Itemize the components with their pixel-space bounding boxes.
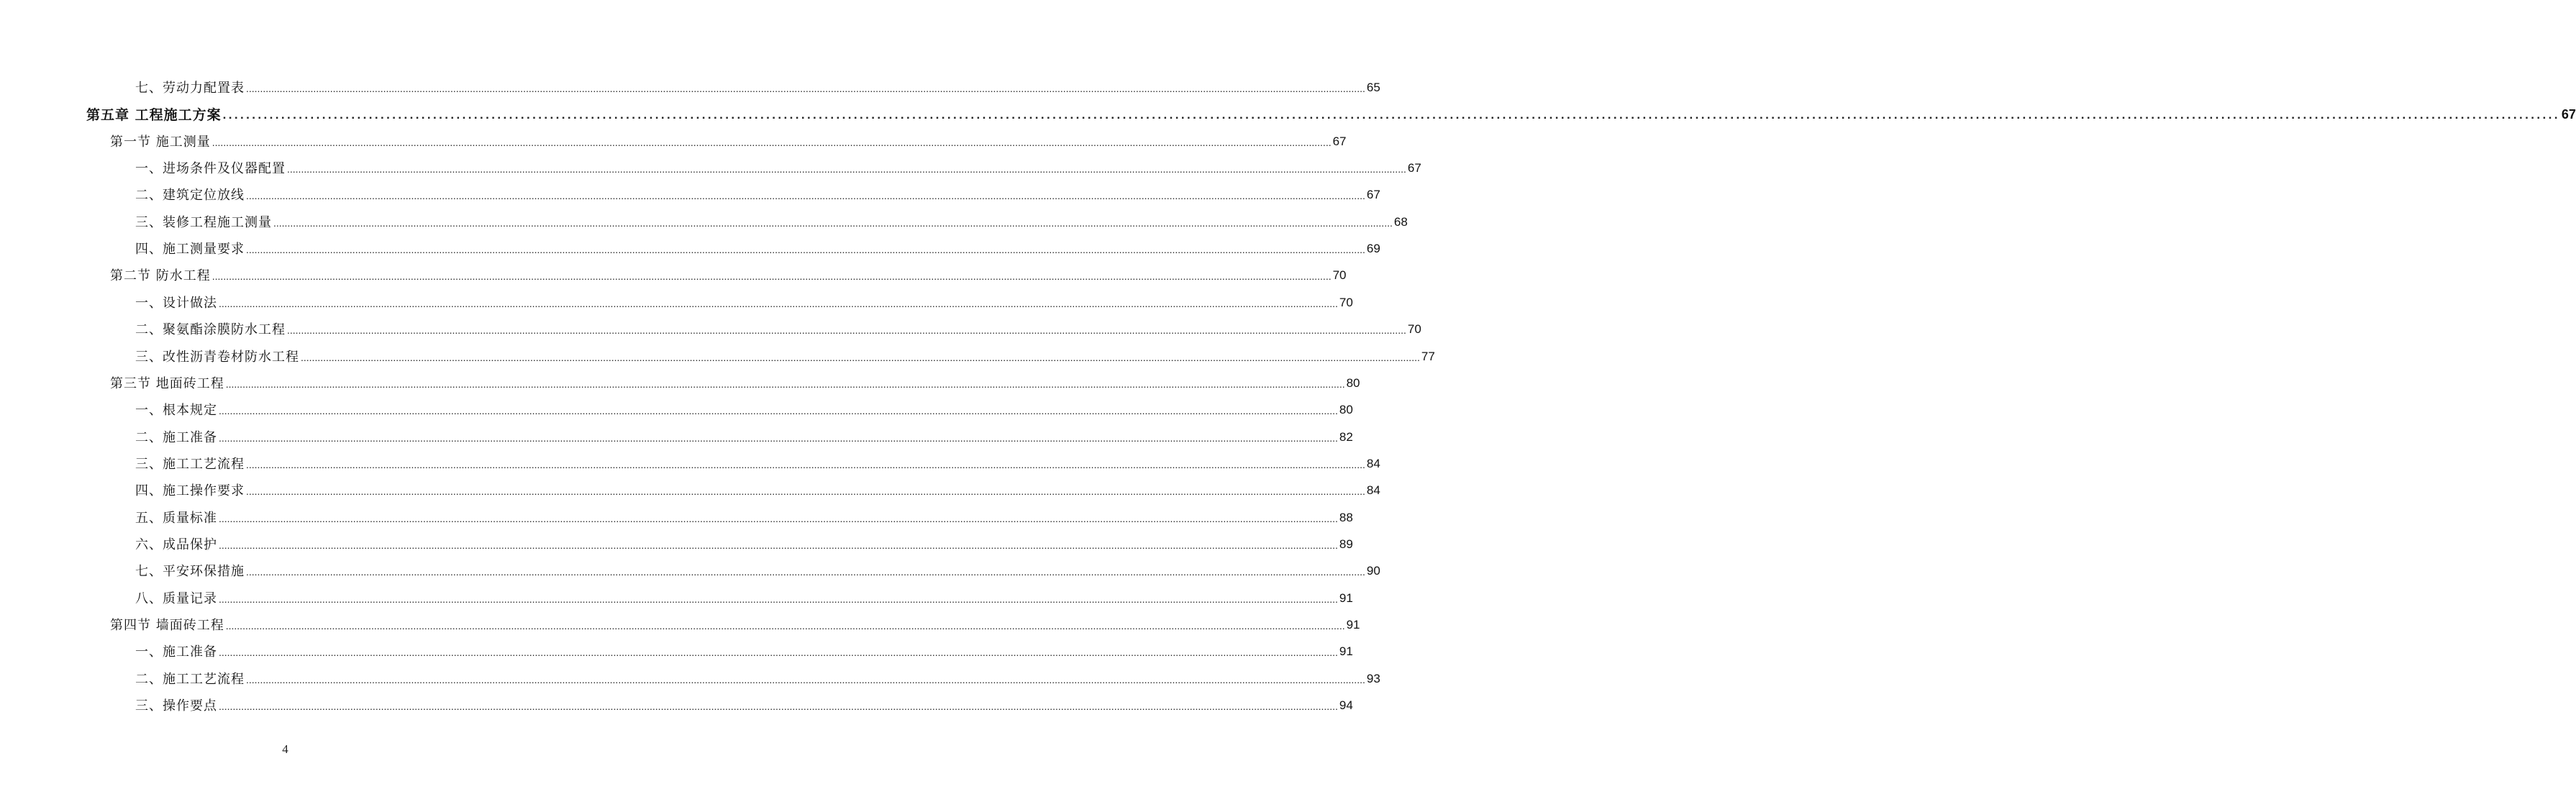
toc-leader-dots: ................................................................................................................................................................................................................................................................................................................................................................................................................ (219, 432, 1338, 444)
toc-entry-title: 第五章 工程施工方案 (86, 107, 222, 124)
toc-entry-page: 67 (2561, 107, 2576, 122)
toc-entry[interactable] (135, 424, 1353, 446)
toc-entry-title: 三、装修工程施工测量 (135, 214, 272, 230)
toc-entry[interactable] (135, 639, 1353, 660)
toc-entry[interactable] (135, 585, 1353, 607)
toc-entry-title: 二、聚氨酯涂膜防水工程 (135, 322, 286, 338)
toc-entry[interactable] (135, 316, 1421, 338)
toc-entry[interactable] (135, 505, 1353, 526)
toc-leader-dots: ................................................................................................................................................................................................................................................................................................................................................................................................................ (246, 244, 1365, 256)
toc-leader-dots: ................................................................................................................................................................................................................................................................................................................................................................................................................ (287, 324, 1406, 337)
toc-entry-page: 67 (1366, 188, 1380, 202)
toc-entry-title: 三、操作要点 (135, 698, 217, 714)
toc-entry[interactable] (110, 370, 1360, 392)
toc-entry-page: 65 (1366, 81, 1380, 94)
toc-entry-page: 67 (1407, 161, 1421, 175)
toc-leader-dots: ................................................................................................................................................................................................................................................................................................................................................................................................................ (219, 701, 1338, 713)
toc-entry-page: 84 (1366, 456, 1380, 470)
toc-entry[interactable] (135, 532, 1353, 553)
toc-entry[interactable] (135, 290, 1353, 311)
toc-leader-dots: ................................................................................................................................................................................................................................................................................................................................................................................................................ (301, 351, 1420, 363)
toc-entry[interactable] (135, 397, 1353, 419)
toc-entry-page: 68 (1393, 214, 1408, 229)
toc-entry[interactable] (135, 155, 1421, 177)
toc-leader-dots: ................................................................................................................................................................................................................................................................................................................................................................................................................ (211, 136, 1332, 148)
toc-entry-page: 88 (1339, 510, 1353, 524)
toc-entry[interactable] (110, 263, 1347, 284)
toc-entry-title: 第二节 防水工程 (110, 268, 211, 284)
toc-entry-page: 77 (1421, 349, 1435, 363)
toc-entry[interactable] (135, 344, 1435, 365)
toc-entry-page: 84 (1366, 483, 1380, 498)
toc-entry[interactable] (135, 666, 1380, 688)
toc-entry-title: 一、进场条件及仪器配置 (135, 161, 286, 177)
toc-leader-dots: ................................................................................................................................................................................................................................................................................................................................................................................................................ (219, 297, 1338, 309)
toc-entry-page: 89 (1339, 537, 1353, 551)
toc-entry-title: 二、建筑定位放线 (135, 188, 245, 204)
toc-leader-dots: ................................................................................................................................................................................................................................................................................................................................................................................................................ (219, 539, 1338, 551)
toc-leader-dots: ................................................................................................................................................................................................................................................................................................................................................................................................................ (225, 620, 1345, 632)
toc-entry-title: 第四节 墙面砖工程 (110, 618, 224, 633)
toc-entry-title: 四、施工测量要求 (135, 242, 245, 257)
toc-leader-dots: ................................................................................................................................................................................................................................................................................................................................................................................................................ (246, 190, 1365, 202)
toc-entry-page: 91 (1339, 644, 1353, 659)
toc-entry-title: 七、平安环保措施 (135, 564, 245, 580)
toc-entry-page: 69 (1366, 242, 1380, 256)
toc-entry-title: 一、设计做法 (135, 295, 217, 311)
toc-leader-dots: ................................................................................................................................................................................................................................................................................................................................................................................................................ (246, 673, 1365, 685)
toc-entry-title: 三、施工工艺流程 (135, 456, 245, 472)
toc-entry-title: 四、施工操作要求 (135, 483, 245, 499)
toc-leader-dots: ................................................................................................................................................................................................................................................................................................................................................................................................................ (225, 378, 1345, 390)
toc-leader-dots: ................................................................................................................................................................................................................................................................................................................................................................................................................ (222, 108, 2560, 122)
toc-leader-dots: ................................................................................................................................................................................................................................................................................................................................................................................................................ (246, 458, 1365, 470)
toc-leader-dots: ................................................................................................................................................................................................................................................................................................................................................................................................................ (273, 216, 1393, 229)
toc-entry-title: 六、成品保护 (135, 537, 217, 552)
toc-leader-dots: ................................................................................................................................................................................................................................................................................................................................................................................................................ (246, 485, 1365, 498)
toc-entry[interactable] (110, 612, 1360, 634)
toc-leader-dots: ................................................................................................................................................................................................................................................................................................................................................................................................................ (287, 163, 1406, 175)
toc-leader-dots: ................................................................................................................................................................................................................................................................................................................................................................................................................ (219, 647, 1338, 659)
toc-entry-page: 91 (1339, 591, 1353, 605)
toc-entry-page: 70 (1407, 322, 1421, 337)
toc-leader-dots: ................................................................................................................................................................................................................................................................................................................................................................................................................ (219, 593, 1338, 605)
toc-entry-title: 第三节 地面砖工程 (110, 375, 224, 391)
toc-entry[interactable] (135, 558, 1380, 580)
toc-entry-title: 一、施工准备 (135, 644, 217, 660)
toc-entry-title: 二、施工工艺流程 (135, 671, 245, 687)
toc-entry[interactable] (86, 101, 2576, 124)
toc-entry-page: 80 (1346, 375, 1360, 390)
toc-leader-dots: ................................................................................................................................................................................................................................................................................................................................................................................................................ (246, 566, 1365, 578)
toc-entry-page: 80 (1339, 403, 1353, 417)
toc-entry-page: 82 (1339, 429, 1353, 444)
toc-entry[interactable] (135, 451, 1380, 473)
toc-entry-page: 90 (1366, 564, 1380, 578)
toc-entry-page: 70 (1339, 295, 1353, 309)
toc-leader-dots: ................................................................................................................................................................................................................................................................................................................................................................................................................ (211, 270, 1332, 283)
toc-entry-title: 二、施工准备 (135, 429, 217, 445)
toc-entry-page: 94 (1339, 698, 1353, 713)
toc-entry-page: 93 (1366, 671, 1380, 685)
toc-entry[interactable] (135, 478, 1380, 499)
toc-entry-title: 五、质量标准 (135, 510, 217, 526)
toc-entry[interactable] (135, 236, 1380, 257)
toc-entry[interactable] (135, 75, 1380, 96)
toc-entry[interactable] (135, 693, 1353, 714)
toc-leader-dots: ................................................................................................................................................................................................................................................................................................................................................................................................................ (219, 405, 1338, 417)
toc-leader-dots: ................................................................................................................................................................................................................................................................................................................................................................................................................ (219, 512, 1338, 524)
toc-leader-dots: ................................................................................................................................................................................................................................................................................................................................................................................................................ (246, 83, 1365, 94)
toc-entry-page: 67 (1332, 134, 1347, 148)
toc-entry-title: 八、质量记录 (135, 591, 217, 606)
toc-entry-page: 70 (1332, 268, 1347, 283)
toc-entry-page: 91 (1346, 618, 1360, 632)
toc-entry[interactable] (135, 209, 1408, 231)
toc-entry-title: 第一节 施工测量 (110, 134, 211, 150)
toc-entry-title: 七、劳动力配置表 (135, 81, 245, 96)
page-number: 4 (282, 742, 288, 756)
toc-entry-title: 一、根本规定 (135, 403, 217, 419)
toc-entry[interactable] (135, 182, 1380, 204)
toc-entry-title: 三、改性沥青卷材防水工程 (135, 349, 299, 365)
toc-entry[interactable] (110, 129, 1347, 150)
